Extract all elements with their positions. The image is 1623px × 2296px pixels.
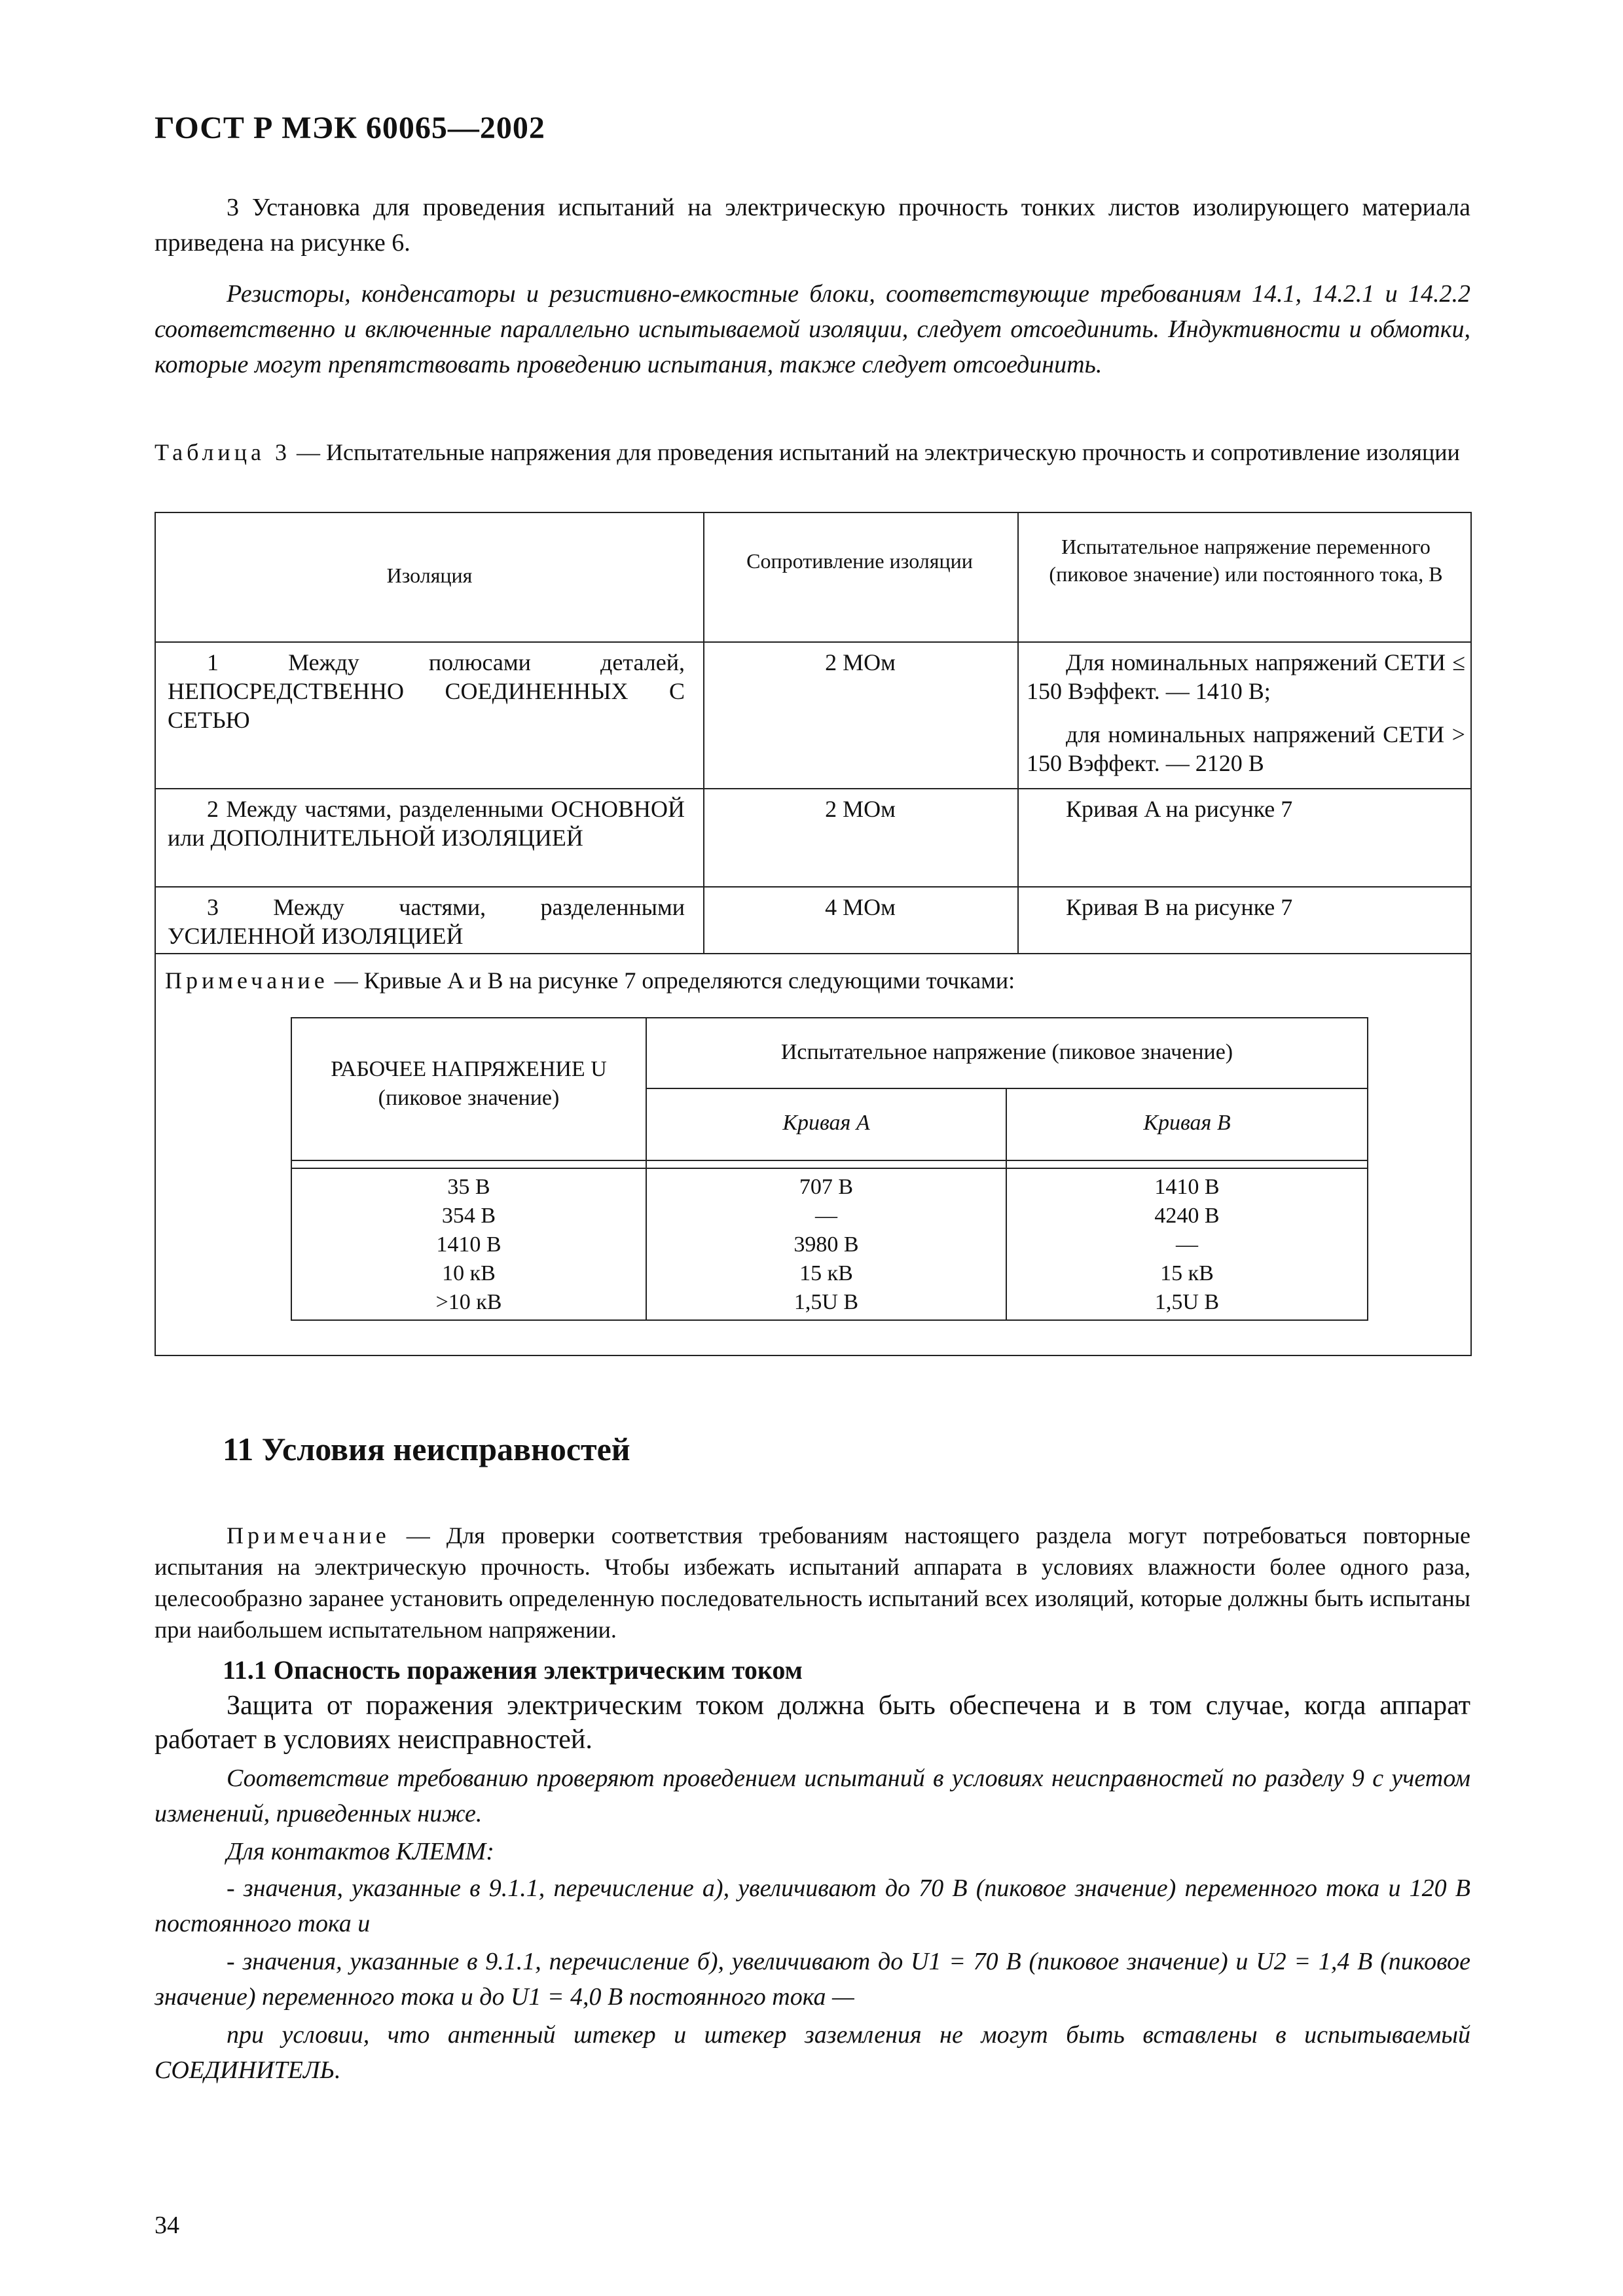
subsection-paragraph-6: при условии, что антенный штекер и штекер заземления не могут быть вставлены в испытываемый СОЕДИНИТЕЛЬ. [155, 2021, 1470, 2084]
sub-value: 10 кВ [442, 1261, 496, 1285]
table-note-text: — Кривые A и B на рисунке 7 определяются следующими точками: [328, 967, 1015, 994]
row3-insulation: 3 Между частями, разделенными УСИЛЕННОЙ ИЗОЛЯЦИЕЙ [168, 894, 685, 949]
row1-insulation: 1 Между полюсами деталей, НЕПОСРЕДСТВЕННО СОЕДИНЕННЫХ С СЕТЬЮ [168, 649, 685, 733]
table-3 [155, 512, 1472, 1356]
sub-col-curve-a [647, 1173, 1006, 1317]
document-header: ГОСТ Р МЭК 60065—2002 [155, 111, 545, 145]
sub-value: 1,5U В [793, 1290, 859, 1314]
header-resistance: Сопротивление изоляции [746, 549, 973, 573]
section-note-label: Примечание [227, 1522, 390, 1549]
section-note [155, 1520, 1470, 1645]
sub-header-test-voltage: Испытательное напряжение (пиковое значение) [780, 1040, 1233, 1064]
header-insulation: Изоляция [386, 564, 473, 587]
row-divider-3 [156, 953, 1470, 954]
sub-header-curve-a: Кривая A [782, 1111, 870, 1135]
row2-insulation: 2 Между частями, разделенными ОСНОВНОЙ или ДОПОЛНИТЕЛЬНОЙ ИЗОЛЯЦИЕЙ [168, 796, 685, 851]
row2-resistance: 2 МОм [825, 796, 896, 822]
subsection-paragraph-3: Для контактов КЛЕММ: [227, 1838, 494, 1865]
sub-value: 354 В [441, 1204, 496, 1228]
sub-row-divider-header [292, 1160, 1367, 1161]
sub-header-working-voltage: РАБОЧЕЕ НАПРЯЖЕНИЕ U (пиковое значение) [331, 1057, 607, 1110]
sub-row-divider-header-double [292, 1168, 1367, 1169]
subsection-paragraph-5: - значения, указанные в 9.1.1, перечисление б), увеличивают до U1 = 70 В (пиковое значение) и U2 = 1,4 В (пиковое значение) переменного тока и до U1 = 4,0 В постоянного тока — [155, 1948, 1470, 2011]
table-caption-label: Таблица 3 [155, 439, 291, 465]
subsection-paragraph-1: Защита от поражения электрическим током должна быть обеспечена и в том случае, когда аппарат работает в условиях неисправностей. [155, 1691, 1470, 1755]
subsection-paragraph-2: Соответствие требованию проверяют проведением испытаний в условиях неисправностей по разделу 9 с учетом изменений, приведенных ниже. [155, 1765, 1470, 1827]
table-caption [155, 437, 1470, 467]
sub-value: 707 В [799, 1175, 854, 1199]
row2-voltage: Кривая A на рисунке 7 [1066, 796, 1293, 822]
row1-voltage-a: Для номинальных напряжений СЕТИ ≤ 150 Вэффект. — 1410 В; [1027, 649, 1465, 704]
section-title: 11 Условия неисправностей [223, 1431, 630, 1467]
page-number: 34 [155, 2212, 179, 2239]
sub-col-working-voltage [292, 1173, 646, 1317]
sub-value: 15 кВ [799, 1261, 853, 1285]
curve-points-table [291, 1017, 1368, 1321]
sub-value: — [1176, 1232, 1198, 1257]
intro-paragraph-2: Резисторы, конденсаторы и резистивно-емкостные блоки, соответствующие требованиям 14.1, 14.2.1 и 14.2.2 соответственно и включенные параллельно испытываемой изоляции, следует отсоединить. Индуктивности и обмотки, которые могут препятствовать проведению испытания, также следует отсоединить. [155, 280, 1470, 378]
sub-value: 3980 В [793, 1232, 859, 1257]
sub-value: >10 кВ [435, 1290, 502, 1314]
sub-value: 35 В [447, 1175, 490, 1199]
sub-row-divider-group [647, 1088, 1367, 1089]
sub-value: 4240 В [1154, 1204, 1220, 1228]
subsection-title: 11.1 Опасность поражения электрическим током [223, 1655, 803, 1685]
sub-col-curve-b [1007, 1173, 1367, 1317]
table-caption-text: — Испытательные напряжения для проведения испытаний на электрическую прочность и сопротивление изоляции [290, 439, 1460, 465]
sub-value: 1410 В [436, 1232, 501, 1257]
row1-resistance: 2 МОм [825, 649, 896, 675]
row-divider-1 [156, 788, 1470, 789]
row3-voltage: Кривая B на рисунке 7 [1066, 894, 1293, 920]
section-note-text: — Для проверки соответствия требованиям настоящего раздела могут потребоваться повторные испытания на электрическую прочность. Чтобы избежать испытаний аппарата в условиях влажности более одного раза, целесообразно заранее установить определенную последовательность испытаний всех изоляций, которые должны быть испытаны при наибольшем испытательном напряжении. [155, 1522, 1470, 1643]
table-note [165, 966, 1461, 995]
row-divider-header [156, 641, 1470, 643]
row-divider-2 [156, 886, 1470, 888]
header-voltage: Испытательное напряжение переменного (пиковое значение) или постоянного тока, В [1049, 535, 1443, 586]
sub-header-curve-b: Кривая B [1143, 1111, 1231, 1135]
sub-value: — [815, 1204, 837, 1228]
table-note-label: Примечание [165, 967, 329, 994]
sub-value: 15 кВ [1160, 1261, 1214, 1285]
sub-value: 1,5U В [1154, 1290, 1220, 1314]
row1-voltage-b: для номинальных напряжений СЕТИ > 150 Вэффект. — 2120 В [1027, 721, 1465, 776]
row3-resistance: 4 МОм [825, 894, 896, 920]
subsection-paragraph-4: - значения, указанные в 9.1.1, перечисление а), увеличивают до 70 В (пиковое значение) переменного тока и 120 В постоянного тока и [155, 1874, 1470, 1937]
sub-value: 1410 В [1154, 1175, 1220, 1199]
intro-paragraph-1: 3 Установка для проведения испытаний на электрическую прочность тонких листов изолирующего материала приведена на рисунке 6. [155, 194, 1470, 257]
